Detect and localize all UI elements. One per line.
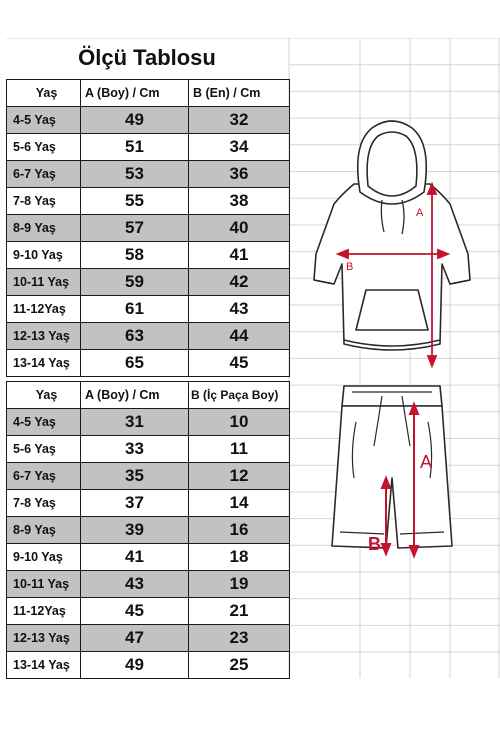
table-row [7,107,290,134]
a-value: 55 [81,188,189,215]
a-value: 58 [81,242,189,269]
table-row [7,296,290,323]
b-value: 11 [189,436,290,463]
age-cell: 7-8 Yaş [7,188,81,215]
age-cell: 10-11 Yaş [7,269,81,296]
age-cell: 11-12Yaş [7,598,81,625]
age-cell: 5-6 Yaş [7,134,81,161]
age-cell: 8-9 Yaş [7,517,81,544]
b-value: 19 [189,571,290,598]
shorts-label-b: B [368,534,381,554]
a-value: 63 [81,323,189,350]
a-value: 37 [81,490,189,517]
a-value: 35 [81,463,189,490]
b-value: 25 [189,652,290,679]
age-cell: 4-5 Yaş [7,409,81,436]
b-value: 14 [189,490,290,517]
age-cell: 7-8 Yaş [7,490,81,517]
age-cell: 13-14 Yaş [7,350,81,377]
a-value: 43 [81,571,189,598]
header-a-length: A (Boy) / Cm [81,382,189,409]
table-row [7,598,290,625]
a-value: 57 [81,215,189,242]
age-cell: 9-10 Yaş [7,544,81,571]
a-value: 41 [81,544,189,571]
a-value: 49 [81,652,189,679]
a-value: 59 [81,269,189,296]
a-value: 65 [81,350,189,377]
b-value: 12 [189,463,290,490]
b-value: 16 [189,517,290,544]
shorts-illustration [322,382,462,562]
hoodie-label-a: A [416,207,424,219]
table-row [7,571,290,598]
b-value: 18 [189,544,290,571]
header-b-inseam: B (İç Paça Boy) [189,382,290,409]
age-cell: 12-13 Yaş [7,625,81,652]
age-cell: 6-7 Yaş [7,161,81,188]
table-row [7,188,290,215]
a-value: 47 [81,625,189,652]
b-value: 45 [189,350,290,377]
a-value: 49 [81,107,189,134]
table-row [7,215,290,242]
b-value: 21 [189,598,290,625]
hoodie-size-table [6,79,290,377]
b-value: 43 [189,296,290,323]
b-value: 38 [189,188,290,215]
header-age: Yaş [7,80,81,107]
table-row [7,242,290,269]
b-value: 40 [189,215,290,242]
age-cell: 4-5 Yaş [7,107,81,134]
table-row [7,490,290,517]
b-value: 32 [189,107,290,134]
table-header-row [7,382,290,409]
a-value: 61 [81,296,189,323]
a-value: 33 [81,436,189,463]
b-value: 42 [189,269,290,296]
age-cell: 13-14 Yaş [7,652,81,679]
shorts-label-a: A [420,452,433,472]
page-title: Ölçü Tablosu [78,45,216,70]
table-row [7,652,290,679]
a-value: 53 [81,161,189,188]
age-cell: 6-7 Yaş [7,463,81,490]
hoodie-illustration [312,104,472,376]
hoodie-label-b: B [346,261,354,273]
table-row [7,350,290,377]
a-value: 45 [81,598,189,625]
table-row [7,544,290,571]
header-a-length: A (Boy) / Cm [81,80,189,107]
b-value: 23 [189,625,290,652]
table-row [7,409,290,436]
table-header-row [7,80,290,107]
table-row [7,134,290,161]
b-value: 10 [189,409,290,436]
table-row [7,517,290,544]
table-row [7,463,290,490]
header-age: Yaş [7,382,81,409]
table-row [7,161,290,188]
age-cell: 8-9 Yaş [7,215,81,242]
table-row [7,323,290,350]
age-cell: 10-11 Yaş [7,571,81,598]
table-row [7,269,290,296]
age-cell: 9-10 Yaş [7,242,81,269]
age-cell: 11-12Yaş [7,296,81,323]
table-row [7,436,290,463]
b-value: 34 [189,134,290,161]
header-b-width: B (En) / Cm [189,80,290,107]
age-cell: 12-13 Yaş [7,323,81,350]
b-value: 44 [189,323,290,350]
a-value: 51 [81,134,189,161]
a-value: 39 [81,517,189,544]
shorts-size-table [6,381,290,679]
table-row [7,625,290,652]
age-cell: 5-6 Yaş [7,436,81,463]
b-value: 36 [189,161,290,188]
a-value: 31 [81,409,189,436]
b-value: 41 [189,242,290,269]
